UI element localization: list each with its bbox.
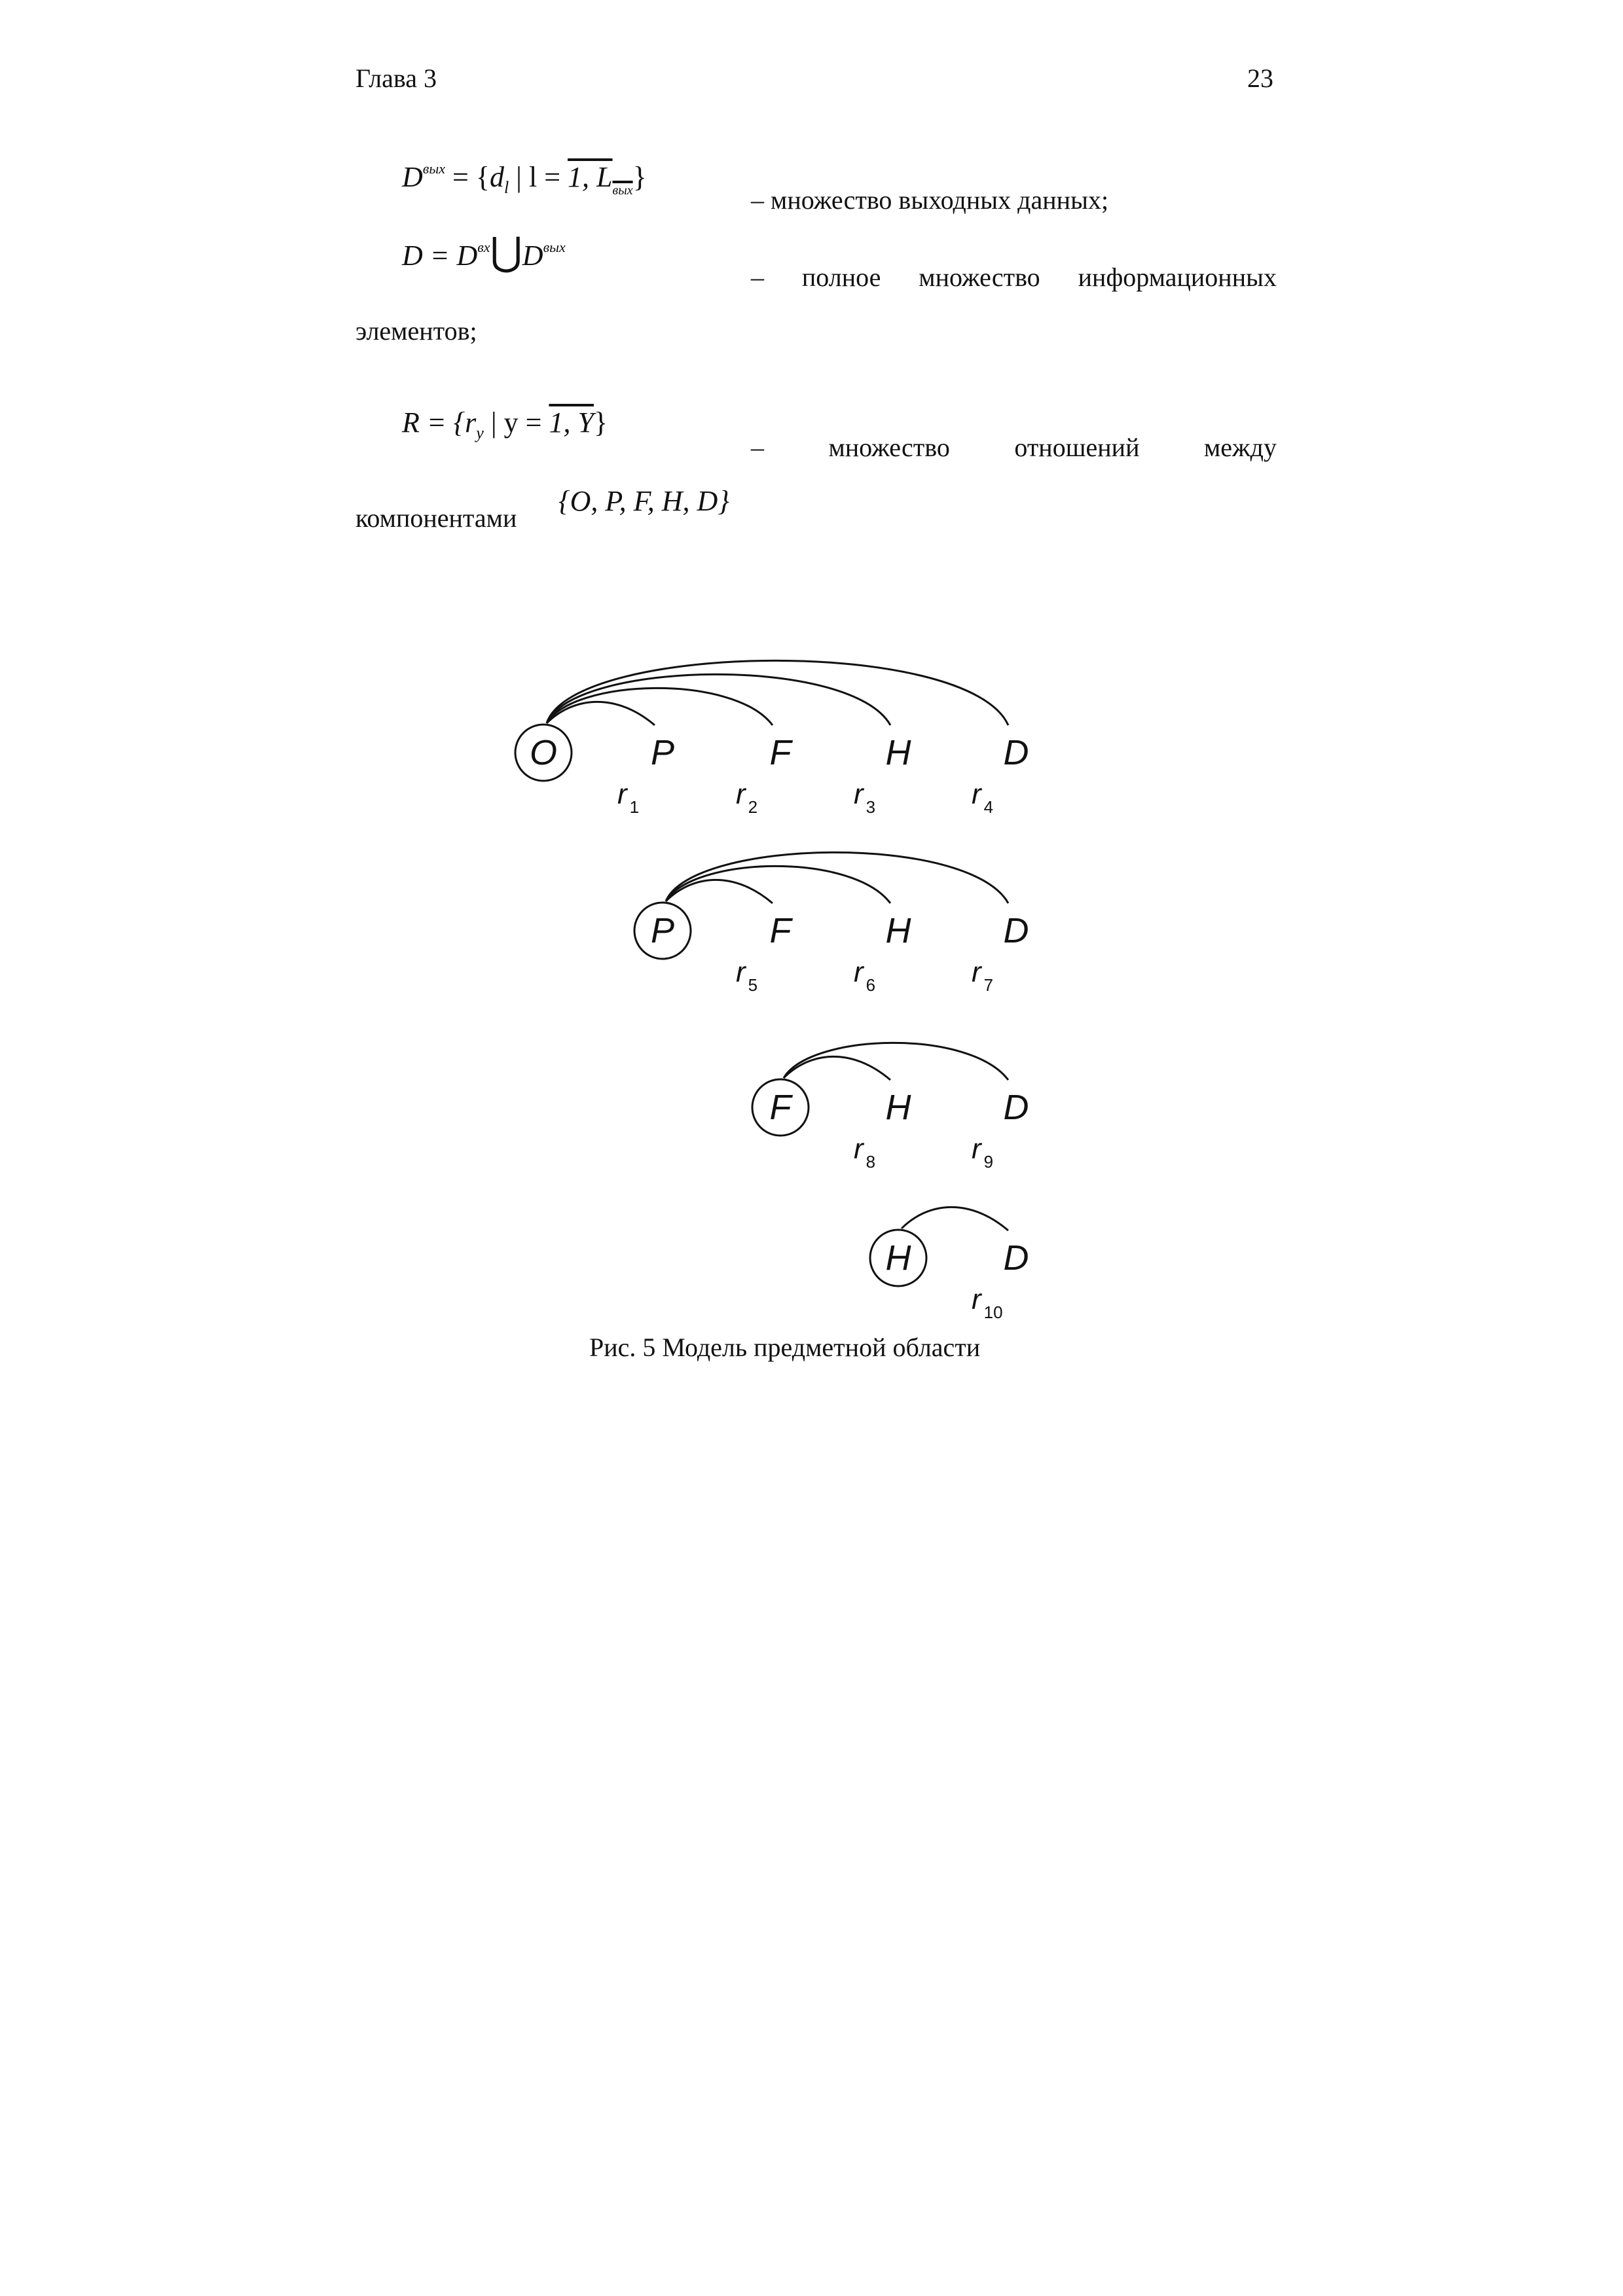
relation-label: r $_3$: [854, 778, 876, 817]
relation-label: r $_7$: [972, 956, 994, 995]
node-f: F: [769, 911, 792, 950]
r-set-description: – множество отношений между: [751, 433, 1277, 462]
node-h: H: [885, 733, 911, 772]
node-d: D: [1003, 911, 1029, 950]
relation-label: r $_4$: [972, 778, 994, 817]
d-full-continuation: элементов;: [356, 316, 477, 346]
relation-arc: [666, 866, 890, 903]
relation-label: r $_6$: [854, 956, 876, 995]
formula-r-set: $R = \{r_y$ | y = 1, Y}: [402, 406, 608, 442]
relation-arc: [784, 1056, 890, 1080]
root-node-p: P: [650, 911, 675, 950]
node-h: H: [885, 911, 911, 950]
node-d: D: [1003, 1088, 1029, 1127]
root-node-f: F: [769, 1088, 792, 1127]
node-d: D: [1003, 733, 1029, 772]
relation-label: r $_2$: [736, 778, 758, 817]
relation-arc: [547, 688, 773, 725]
relation-arc: [784, 1043, 1008, 1080]
root-node-h: H: [885, 1238, 911, 1278]
components-set: {O, P, F, H, D}: [558, 485, 729, 517]
d-out-description: – множество выходных данных;: [751, 185, 1109, 215]
relation-label: r $_8$: [854, 1133, 876, 1172]
components-prefix: компонентами: [356, 503, 517, 533]
node-p: P: [650, 733, 675, 772]
root-node-o: O: [529, 733, 558, 772]
node-f: F: [769, 733, 792, 772]
relation-arc: [902, 1207, 1008, 1230]
formula-d-full: $D = D^{вх}⋃D^{вых}$: [402, 230, 566, 274]
relation-label: r $_{10}$: [972, 1283, 1003, 1322]
figure-caption: Рис. 5 Модель предметной области: [589, 1333, 981, 1362]
relation-label: r $_1$: [617, 778, 640, 817]
page-number: 23: [1247, 63, 1273, 93]
relation-label: r $_9$: [972, 1133, 994, 1172]
relation-label: r $_5$: [736, 956, 758, 995]
chapter-header: Глава 3: [356, 63, 437, 93]
d-full-description: – полное множество информационных: [751, 262, 1277, 292]
relation-arc: [547, 674, 890, 725]
formula-d-out: $D^{вых} = \{d_l$ | l = 1, $L_{вых}$}: [402, 160, 647, 198]
relation-arc: [547, 660, 1008, 725]
node-h: H: [885, 1088, 911, 1127]
node-d: D: [1003, 1238, 1029, 1278]
relation-arc: [666, 852, 1008, 903]
